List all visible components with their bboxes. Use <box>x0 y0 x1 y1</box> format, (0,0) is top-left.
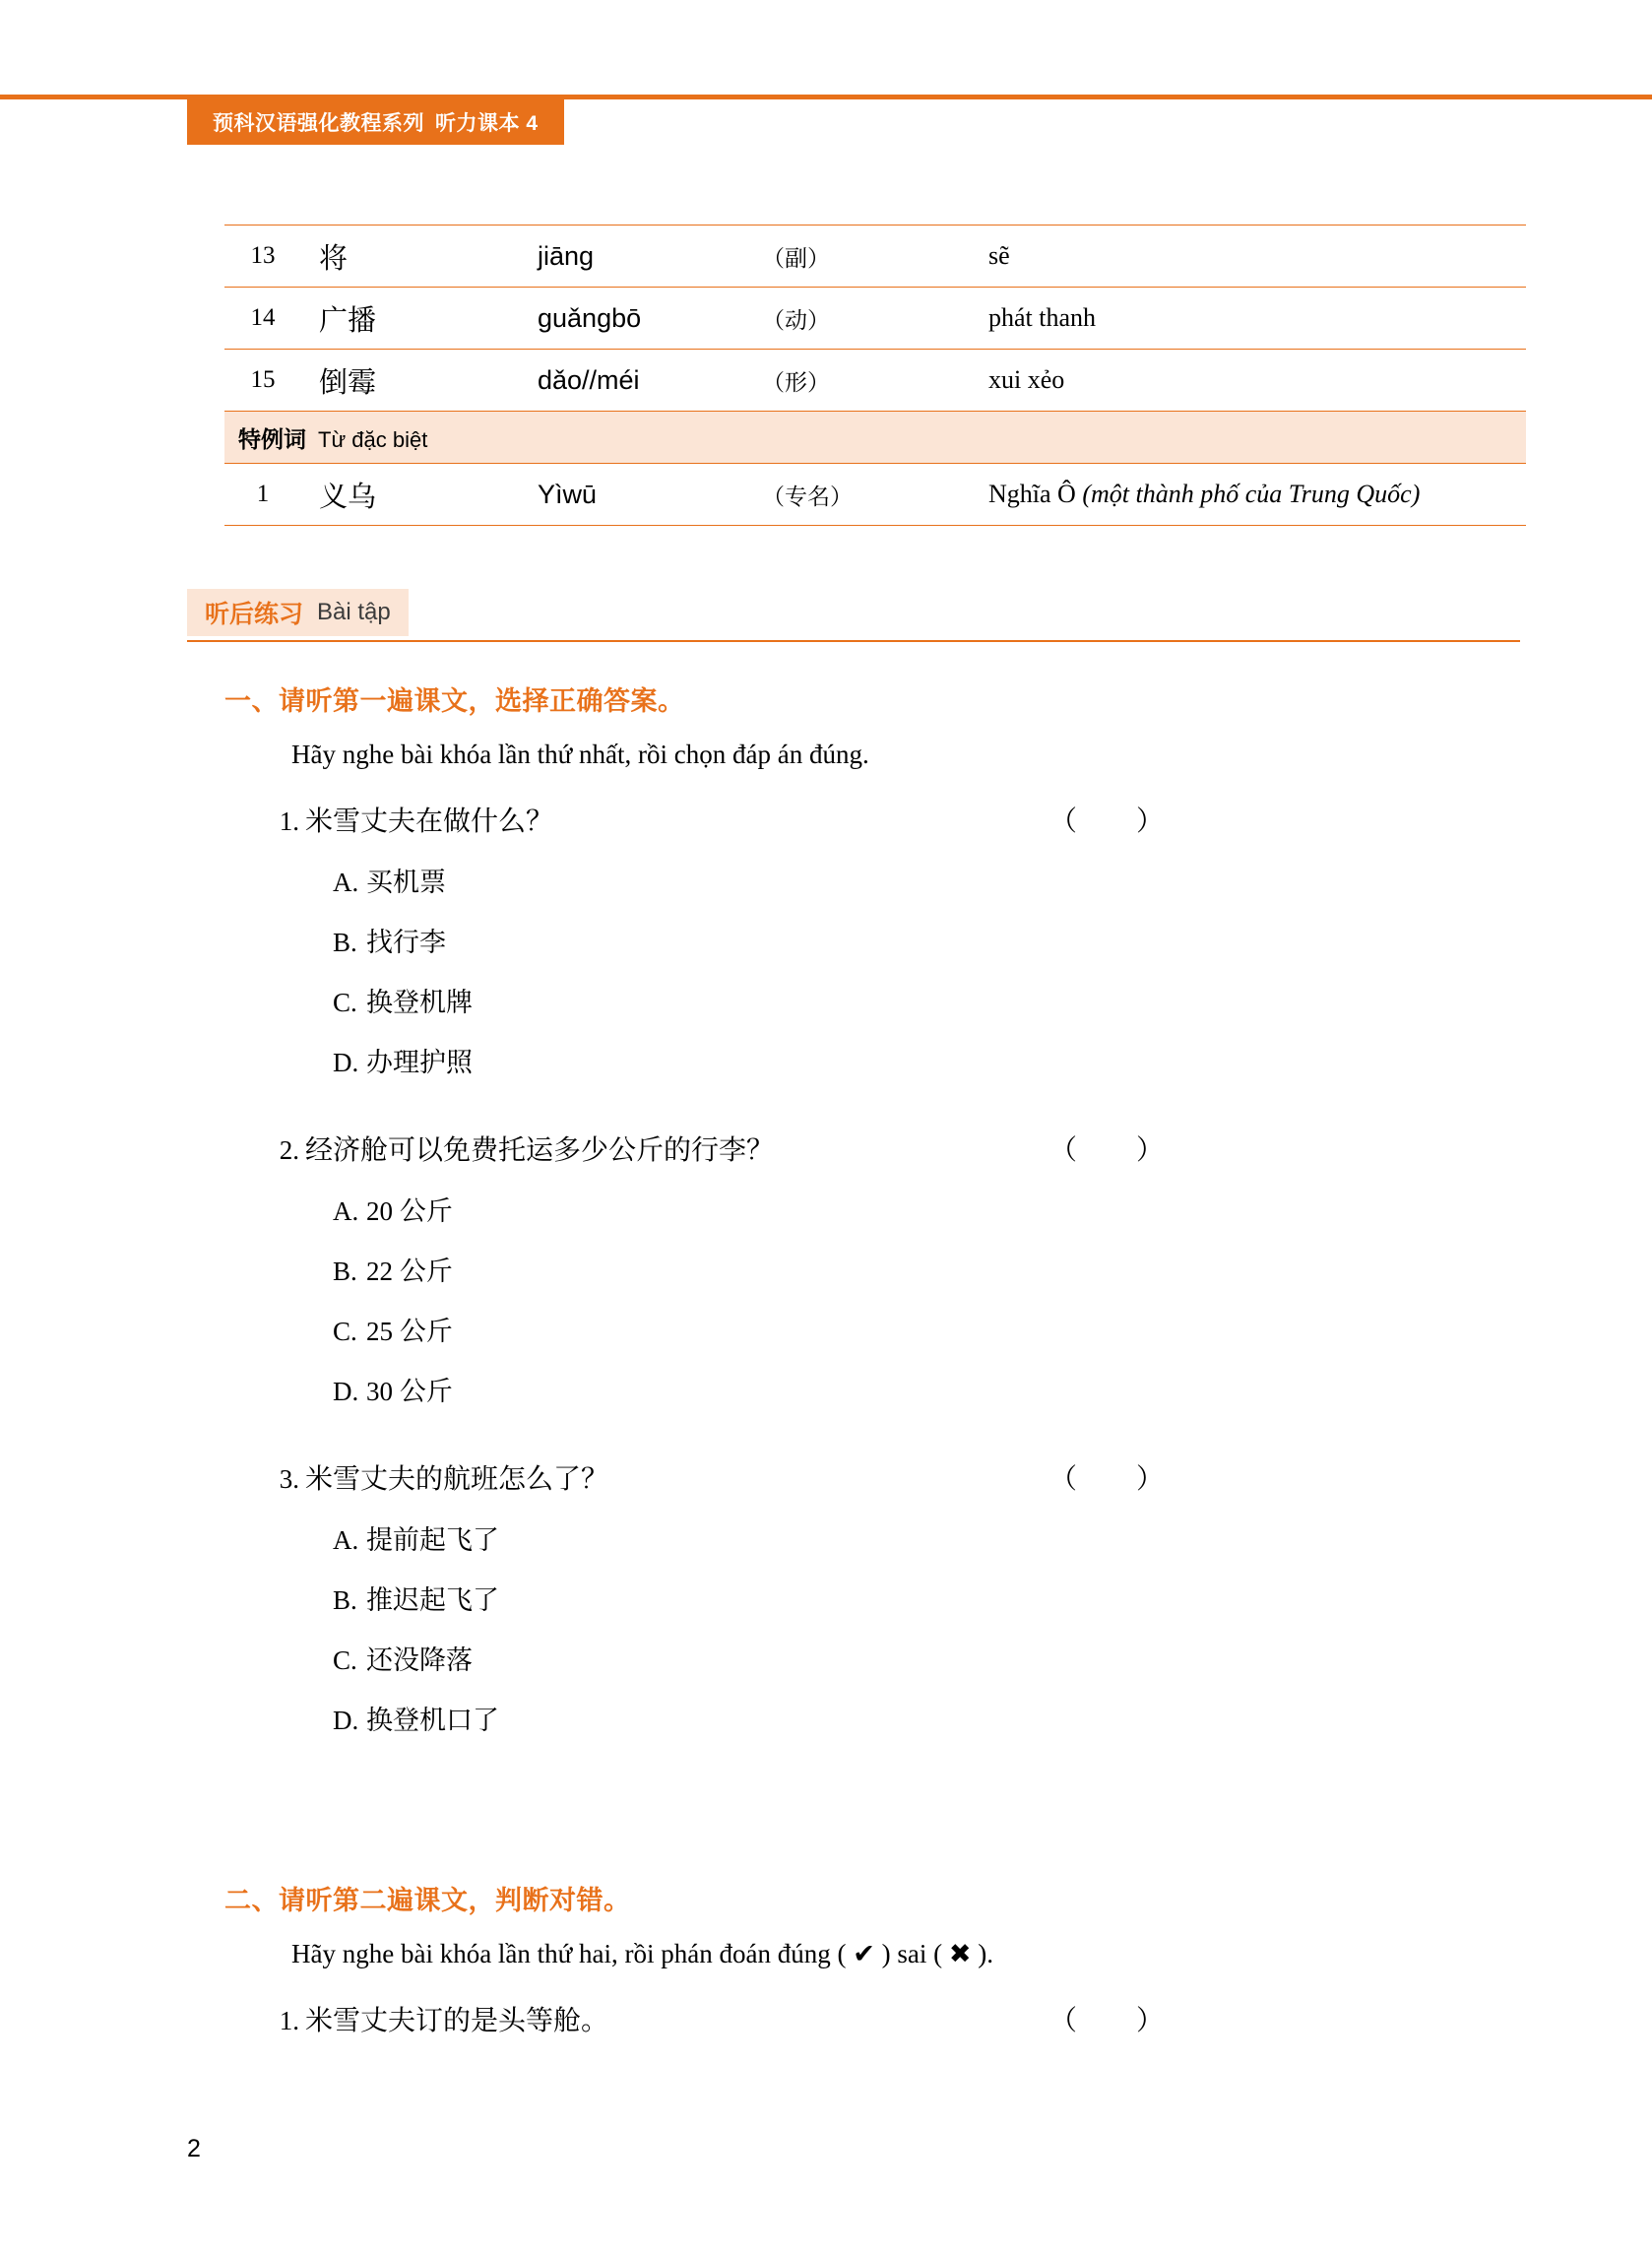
question-item <box>262 800 1524 839</box>
section-heading <box>187 589 1520 642</box>
exercise-2-title: 二、请听第二遍课文，判断对错。 <box>224 1886 631 1915</box>
vocab-meaning: phát thanh <box>988 288 1526 350</box>
option-label: D. <box>333 1377 359 1406</box>
option-label: C. <box>333 1645 357 1675</box>
vocab-word: 义乌 <box>301 464 538 526</box>
vocab-pinyin: jiāng <box>538 226 762 288</box>
statement-number: 1. <box>279 2006 299 2035</box>
question-number: 1. <box>279 806 299 836</box>
vocab-word: 广播 <box>301 288 538 350</box>
table-row <box>224 226 1526 288</box>
page-number: 2 <box>187 2135 201 2162</box>
section-title-vi: Bài tập <box>317 599 391 625</box>
section-heading-chip <box>187 589 409 636</box>
option-label: C. <box>333 988 357 1017</box>
exercise-1 <box>224 679 1524 1737</box>
vocab-word: 倒霉 <box>301 350 538 412</box>
question-text: 经济舱可以免费托运多少公斤的行李？ <box>305 1135 775 1166</box>
vocab-pinyin: Yìwū <box>538 464 762 526</box>
option-text: 还没降落 <box>366 1645 473 1675</box>
vocab-part-of-speech: （形） <box>762 350 988 412</box>
vocabulary-table <box>224 225 1526 526</box>
vocab-number: 15 <box>224 350 301 412</box>
option-label: A. <box>333 868 359 897</box>
vocab-part-of-speech: （副） <box>762 226 988 288</box>
answer-blank[interactable]: （ ） <box>1049 2006 1180 2036</box>
option-item[interactable] <box>333 1310 1524 1348</box>
exercise-1-title: 一、请听第一遍课文，选择正确答案。 <box>224 686 685 716</box>
vocab-word: 将 <box>301 226 538 288</box>
option-label: A. <box>333 1525 359 1555</box>
option-item[interactable] <box>333 1190 1524 1228</box>
option-label: C. <box>333 1317 357 1346</box>
option-text: 25 公斤 <box>366 1317 453 1346</box>
vocab-meaning <box>988 464 1526 526</box>
question-number: 3. <box>279 1464 299 1494</box>
option-item[interactable] <box>333 1370 1524 1408</box>
option-item[interactable] <box>333 1699 1524 1737</box>
option-item[interactable] <box>333 1041 1524 1079</box>
option-text: 20 公斤 <box>366 1196 453 1226</box>
statement-item <box>262 1999 1524 2038</box>
vocab-meaning-note: (một thành phố của Trung Quốc) <box>1082 480 1421 508</box>
vocab-meaning: sẽ <box>988 226 1526 288</box>
table-row <box>224 464 1526 526</box>
statement-text: 米雪丈夫订的是头等舱。 <box>305 2006 609 2036</box>
vocab-pinyin: dǎo//méi <box>538 350 762 412</box>
answer-blank[interactable]: （ ） <box>1049 806 1180 837</box>
table-row <box>224 288 1526 350</box>
option-text: 换登机牌 <box>366 988 473 1017</box>
vocab-meaning-plain: Nghĩa Ô <box>988 480 1083 508</box>
question-number: 2. <box>279 1135 299 1165</box>
special-words-label-vi: Từ đặc biệt <box>318 426 428 452</box>
option-label: B. <box>333 1257 357 1286</box>
option-text: 提前起飞了 <box>366 1525 499 1555</box>
option-text: 买机票 <box>366 868 446 897</box>
vocab-meaning: xui xẻo <box>988 350 1526 412</box>
option-text: 22 公斤 <box>366 1257 453 1286</box>
vocab-part-of-speech: （动） <box>762 288 988 350</box>
section-title-cn: 听后练习 <box>205 601 304 628</box>
option-item[interactable] <box>333 1518 1524 1557</box>
option-item[interactable] <box>333 981 1524 1019</box>
vocab-number: 14 <box>224 288 301 350</box>
special-words-band-cell <box>224 412 1526 464</box>
answer-blank[interactable]: （ ） <box>1049 1135 1180 1166</box>
header-book-label: 听力课本 4 <box>435 112 539 135</box>
option-text: 推迟起飞了 <box>366 1585 499 1615</box>
special-words-label-cn: 特例词 <box>238 425 306 452</box>
option-label: B. <box>333 1585 357 1615</box>
option-label: D. <box>333 1706 359 1735</box>
option-item[interactable] <box>333 1250 1524 1288</box>
special-words-band <box>224 412 1526 464</box>
option-item[interactable] <box>333 1639 1524 1677</box>
answer-blank[interactable]: （ ） <box>1049 1464 1180 1495</box>
vocab-pinyin: guǎngbō <box>538 288 762 350</box>
running-header <box>187 99 564 145</box>
exercise-1-subtitle: Hãy nghe bài khóa lần thứ nhất, rồi chọn đáp án đúng. <box>291 740 869 769</box>
option-text: 30 公斤 <box>366 1377 453 1406</box>
question-text: 米雪丈夫在做什么？ <box>305 806 554 837</box>
question-text: 米雪丈夫的航班怎么了？ <box>305 1464 609 1495</box>
option-text: 找行李 <box>366 928 446 957</box>
vocab-number: 13 <box>224 226 301 288</box>
vocab-part-of-speech: （专名） <box>762 464 988 526</box>
table-row <box>224 350 1526 412</box>
option-label: A. <box>333 1196 359 1226</box>
header-series-label: 预科汉语强化教程系列 <box>213 112 424 135</box>
option-item[interactable] <box>333 1579 1524 1617</box>
option-label: B. <box>333 928 357 957</box>
question-item <box>262 1457 1524 1497</box>
option-text: 办理护照 <box>366 1048 473 1077</box>
option-label: D. <box>333 1048 359 1077</box>
exercise-2-subtitle: Hãy nghe bài khóa lần thứ hai, rồi phán đoán đúng ( ✔ ) sai ( ✖ ). <box>291 1939 993 1968</box>
option-text: 换登机口了 <box>366 1706 499 1735</box>
vocab-number: 1 <box>224 464 301 526</box>
option-item[interactable] <box>333 921 1524 959</box>
option-item[interactable] <box>333 861 1524 899</box>
question-item <box>262 1128 1524 1168</box>
exercise-2 <box>224 1879 1524 2038</box>
